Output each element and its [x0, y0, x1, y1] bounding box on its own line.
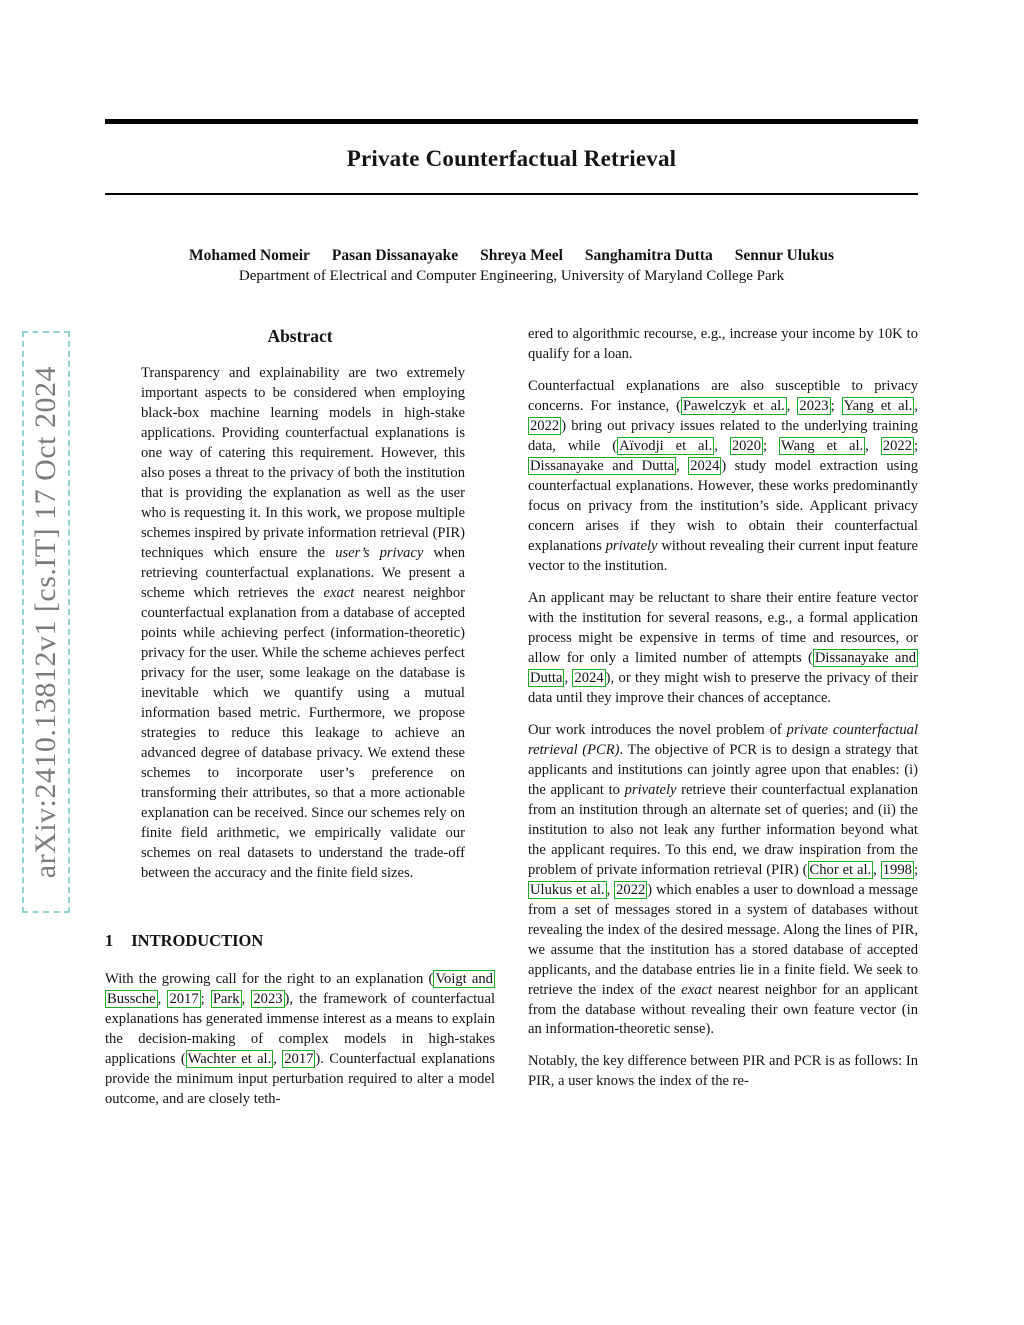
paragraph: Notably, the key difference between PIR and PCR is as follows: In PIR, a user knows the index of the re-: [528, 1053, 918, 1090]
intro-text-left: [105, 970, 495, 1110]
section-heading-introduction: [105, 930, 495, 953]
citation-link[interactable]: 2020: [731, 437, 761, 454]
arxiv-watermark: [22, 331, 70, 913]
two-column-body: [105, 325, 918, 1110]
citation-link[interactable]: 2022: [530, 417, 560, 434]
author-name: Shreya Meel: [480, 247, 563, 264]
section-title: INTRODUCTION: [131, 930, 264, 950]
citation-link[interactable]: Dissanayake and Dutta: [530, 457, 675, 474]
author-name: Sennur Ulukus: [734, 247, 835, 264]
citation-link[interactable]: 2024: [574, 669, 604, 686]
abstract-body: [105, 364, 495, 884]
emphasis-text: privately: [624, 781, 677, 798]
right-column: [528, 325, 918, 1110]
emphasis-text: user’s privacy: [335, 544, 424, 561]
citation-link[interactable]: Yang et al.: [843, 397, 913, 414]
top-rule: [105, 119, 918, 124]
citation-link[interactable]: 2017: [284, 1051, 314, 1068]
paragraph: With the growing call for the right to an explanation ( Voigt and Bussche , 2017 ; Park , 2023 ), the framework of counterfactual explanations has generated immense interest as a means to explain the decision-making of complex models in high-stakes applications ( Wachter et al. , 2017 ). Counterfactual explanations provide the minimum input perturbation required to alter a model outcome, and are closely teth-: [105, 971, 496, 1108]
citation-link[interactable]: Voigt and Bussche: [107, 971, 493, 1008]
citation-link[interactable]: Pawelczyk et al.: [682, 397, 785, 414]
citation-link[interactable]: Aïvodji et al.: [619, 437, 713, 454]
affiliation: Department of Electrical and Computer Engineering, University of Maryland College Park: [238, 268, 785, 284]
citation-link[interactable]: 1998: [882, 861, 912, 878]
citation-link[interactable]: Wachter et al.: [187, 1051, 272, 1068]
author-name: Mohamed Nomeir: [188, 247, 310, 264]
paragraph: Transparency and explainability are two extremely important aspects to be considered when employing black-box machine learning models in high-stake applications. Providing counterfactual explanations is one way of catering this requirement. However, this also poses a threat to the privacy of both the institution that is providing the explanation as well as the user who is requesting it. In this work, we propose multiple schemes inspired by private information retrieval (PIR) techniques which ensure the user’s privacy when retrieving counterfactual explanations. We present a scheme which retrieves the exact nearest neighbor counterfactual explanation from a database of accepted points while achieving perfect (information-theoretic) privacy for the user. While the scheme achieves perfect privacy for the user, some leakage on the database is inevitable which we quantify using a mutual information based metric. Furthermore, we propose strategies to reduce this leakage to achieve an advanced degree of database privacy. We extend these schemes to incorporate user’s preference on transforming their attributes, so that a more actionable explanation can be received. Since our schemes rely on finite field arithmetic, we empirically validate our schemes on real datasets to understand the trade-off between the accuracy and the finite field sizes.: [141, 364, 465, 881]
paragraph: Our work introduces the novel problem of private counterfactual retrieval (PCR). The objective of PCR is to design a strategy that applicants and institutions can jointly agree upon that enables: (i) the applicant to privately retrieve their counterfactual explanation from an institution through an alternate set of queries; and (ii) the institution to also not leak any further information beyond what the applicant requires. To this end, we draw inspiration from the problem of private information retrieval (PIR) ( Chor et al. , 1998 ; Ulukus et al. , 2022 ) which enables a user to download a message from a set of messages stored in a system of databases without revealing the index of the desired message. Along the lines of PIR, we assume that the institution has a stored database of accepted applicants, and the database entries lie in a finite field. We seek to retrieve the index of the exact nearest neighbor for an applicant from the database without revealing their own feature vector (in an information-theoretic sense).: [528, 721, 918, 1038]
citation-link[interactable]: 2022: [882, 437, 912, 454]
citation-link[interactable]: 2024: [690, 457, 720, 474]
paragraph: ered to algorithmic recourse, e.g., increase your income by 10K to qualify for a loan.: [528, 326, 918, 362]
author-list: [105, 247, 918, 265]
emphasis-text: privately: [605, 537, 658, 554]
citation-link[interactable]: 2023: [799, 397, 829, 414]
citation-link[interactable]: 2023: [253, 991, 283, 1008]
left-column: [105, 325, 495, 1110]
abstract-heading: Abstract: [267, 326, 333, 346]
title-rule: [105, 193, 918, 195]
author-name: Sanghamitra Dutta: [584, 247, 713, 264]
paragraph: An applicant may be reluctant to share their entire feature vector with the institution for several reasons, e.g., a formal application process might be expensive in terms of time and resources, or allow for only a limited number of attempts ( Dissanayake and Dutta , 2024 ), or they might wish to preserve the privacy of their data until they improve their chances of acceptance.: [528, 589, 918, 706]
paper-page: [105, 0, 918, 1110]
paper-title: Private Counterfactual Retrieval: [346, 146, 677, 171]
citation-link[interactable]: Ulukus et al.: [530, 881, 605, 898]
citation-link[interactable]: Park: [212, 991, 240, 1008]
paragraph: Counterfactual explanations are also susceptible to privacy concerns. For instance, ( Pawelczyk et al. , 2023 ; Yang et al. , 2022 ) bring out privacy issues related to the underlying training data, while ( Aïvodji et al. , 2020 ; Wang et al. , 2022 ; Dissanayake and Dutta , 2024 ) study model extraction using counterfactual explanations. However, these works predominantly focus on privacy from the institution’s side. Applicant privacy concern arises if they wish to obtain their counterfactual explanations privately without revealing their current input feature vector to the institution.: [528, 377, 919, 574]
emphasis-text: exact: [323, 584, 355, 601]
citation-link[interactable]: Wang et al.: [780, 437, 864, 454]
citation-link[interactable]: 2017: [169, 991, 199, 1008]
section-number: 1: [105, 930, 114, 950]
citation-link[interactable]: 2022: [616, 881, 646, 898]
emphasis-text: private counterfactual retrieval (PCR): [528, 721, 918, 758]
citation-link[interactable]: Chor et al.: [809, 861, 872, 878]
emphasis-text: exact: [681, 981, 713, 998]
arxiv-id-text: arXiv:2410.13812v1 [cs.IT] 17 Oct 2024: [29, 365, 62, 879]
citation-link[interactable]: Dissanayake and Dutta: [530, 649, 916, 686]
author-name: Pasan Dissanayake: [331, 247, 459, 264]
